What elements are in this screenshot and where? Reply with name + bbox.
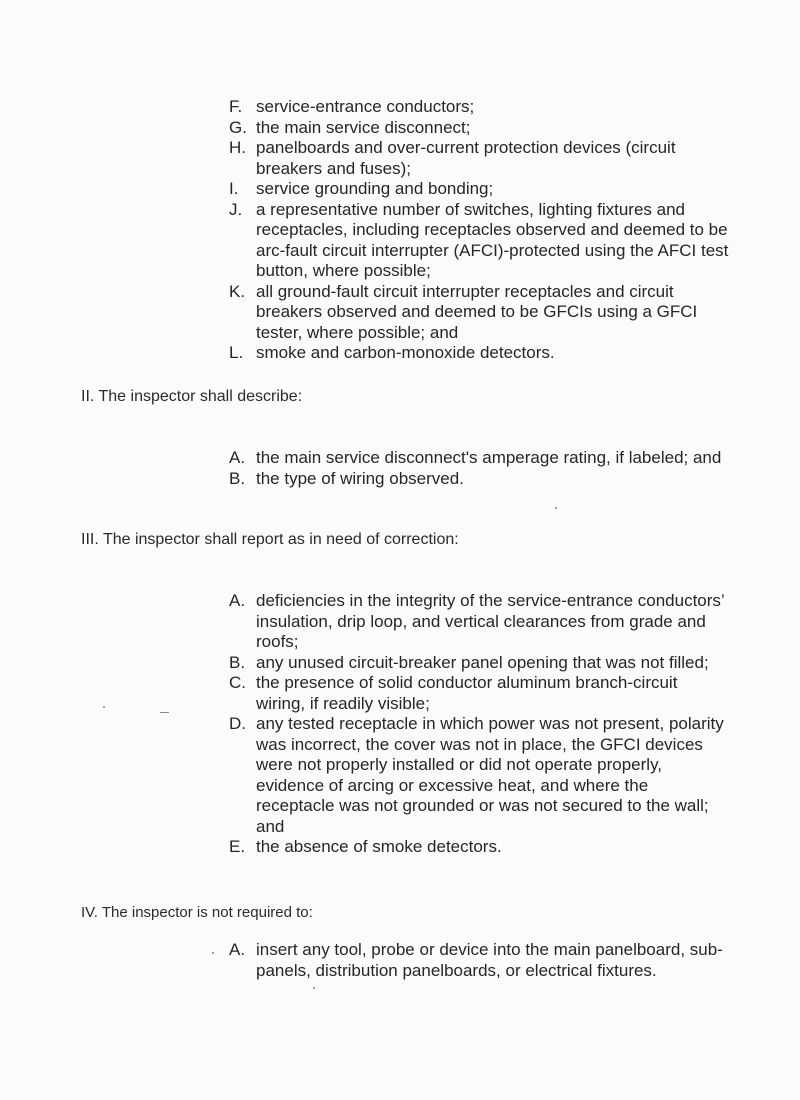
list-item	[229, 837, 729, 858]
scan-speck	[103, 706, 105, 708]
scan-speck	[160, 712, 169, 713]
scan-speck	[212, 952, 214, 954]
item-letter: I.	[229, 179, 239, 198]
item-text: any tested receptacle in which power was not present, polarity was incorrect, the cover was not in place, the GFCI devices were not properly installed or did not operate properly, evidence of arcing or excessive heat, and where the receptacle was not grounded or was not secured to the wall; and	[256, 714, 724, 836]
section-2-heading: II. The inspector shall describe:	[81, 388, 303, 405]
item-text: the absence of smoke detectors.	[256, 837, 502, 856]
item-letter: A.	[229, 591, 246, 610]
item-letter: A.	[229, 940, 246, 959]
section-1-list	[229, 97, 729, 364]
item-text: any unused circuit-breaker panel opening that was not filled;	[256, 652, 709, 672]
item-letter: J.	[229, 199, 243, 219]
item-letter: C.	[229, 673, 246, 692]
section-2-list	[229, 448, 729, 489]
item-text: the main service disconnect;	[256, 117, 471, 137]
list-item	[229, 591, 729, 653]
item-letter: G.	[229, 117, 247, 137]
list-item	[229, 448, 729, 469]
item-text: the main service disconnect's amperage rating, if labeled; and	[256, 448, 722, 467]
section-3-list	[229, 591, 729, 858]
item-letter: A.	[229, 448, 246, 467]
list-item	[229, 118, 729, 139]
list-item	[229, 343, 729, 364]
item-text: panelboards and over-current protection devices (circuit breakers and fuses);	[256, 138, 676, 178]
section-4-list	[229, 940, 729, 981]
list-item	[229, 940, 729, 981]
item-letter: F.	[229, 97, 243, 116]
item-letter: E.	[229, 837, 246, 856]
list-item	[229, 200, 729, 282]
section-3-heading: III. The inspector shall report as in need of correction:	[81, 531, 459, 548]
list-item	[229, 97, 729, 118]
list-item	[229, 179, 729, 200]
list-item	[229, 469, 729, 490]
item-text: the type of wiring observed.	[256, 468, 464, 488]
item-letter: B.	[229, 652, 246, 672]
section-4-heading: IV. The inspector is not required to:	[81, 904, 313, 921]
scan-speck	[313, 987, 315, 989]
item-text: smoke and carbon-monoxide detectors.	[256, 343, 555, 362]
item-letter: K.	[229, 281, 246, 301]
item-text: insert any tool, probe or device into the main panelboard, sub-panels, distribution panelboards, or electrical fixtures.	[256, 940, 723, 980]
item-letter: B.	[229, 468, 246, 488]
list-item	[229, 138, 729, 179]
list-item	[229, 673, 729, 714]
item-text: service grounding and bonding;	[256, 179, 494, 198]
item-text: service-entrance conductors;	[256, 97, 475, 116]
item-letter: H.	[229, 138, 246, 157]
item-text: a representative number of switches, lighting fixtures and receptacles, including receptacles observed and deemed to be arc-fault circuit interrupter (AFCI)-protected using the AFCI test button, where possible;	[256, 199, 729, 280]
scan-speck	[555, 507, 557, 509]
list-item	[229, 653, 729, 674]
list-item	[229, 714, 729, 837]
item-letter: L.	[229, 343, 244, 362]
item-text: all ground-fault circuit interrupter receptacles and circuit breakers observed and deemed to be GFCIs using a GFCI tester, where possible; and	[256, 281, 698, 342]
item-letter: D.	[229, 714, 246, 733]
item-text: deficiencies in the integrity of the service-entrance conductors’ insulation, drip loop, and vertical clearances from grade and roofs;	[256, 591, 725, 651]
list-item	[229, 282, 729, 344]
item-text: the presence of solid conductor aluminum branch-circuit wiring, if readily visible;	[256, 673, 678, 713]
